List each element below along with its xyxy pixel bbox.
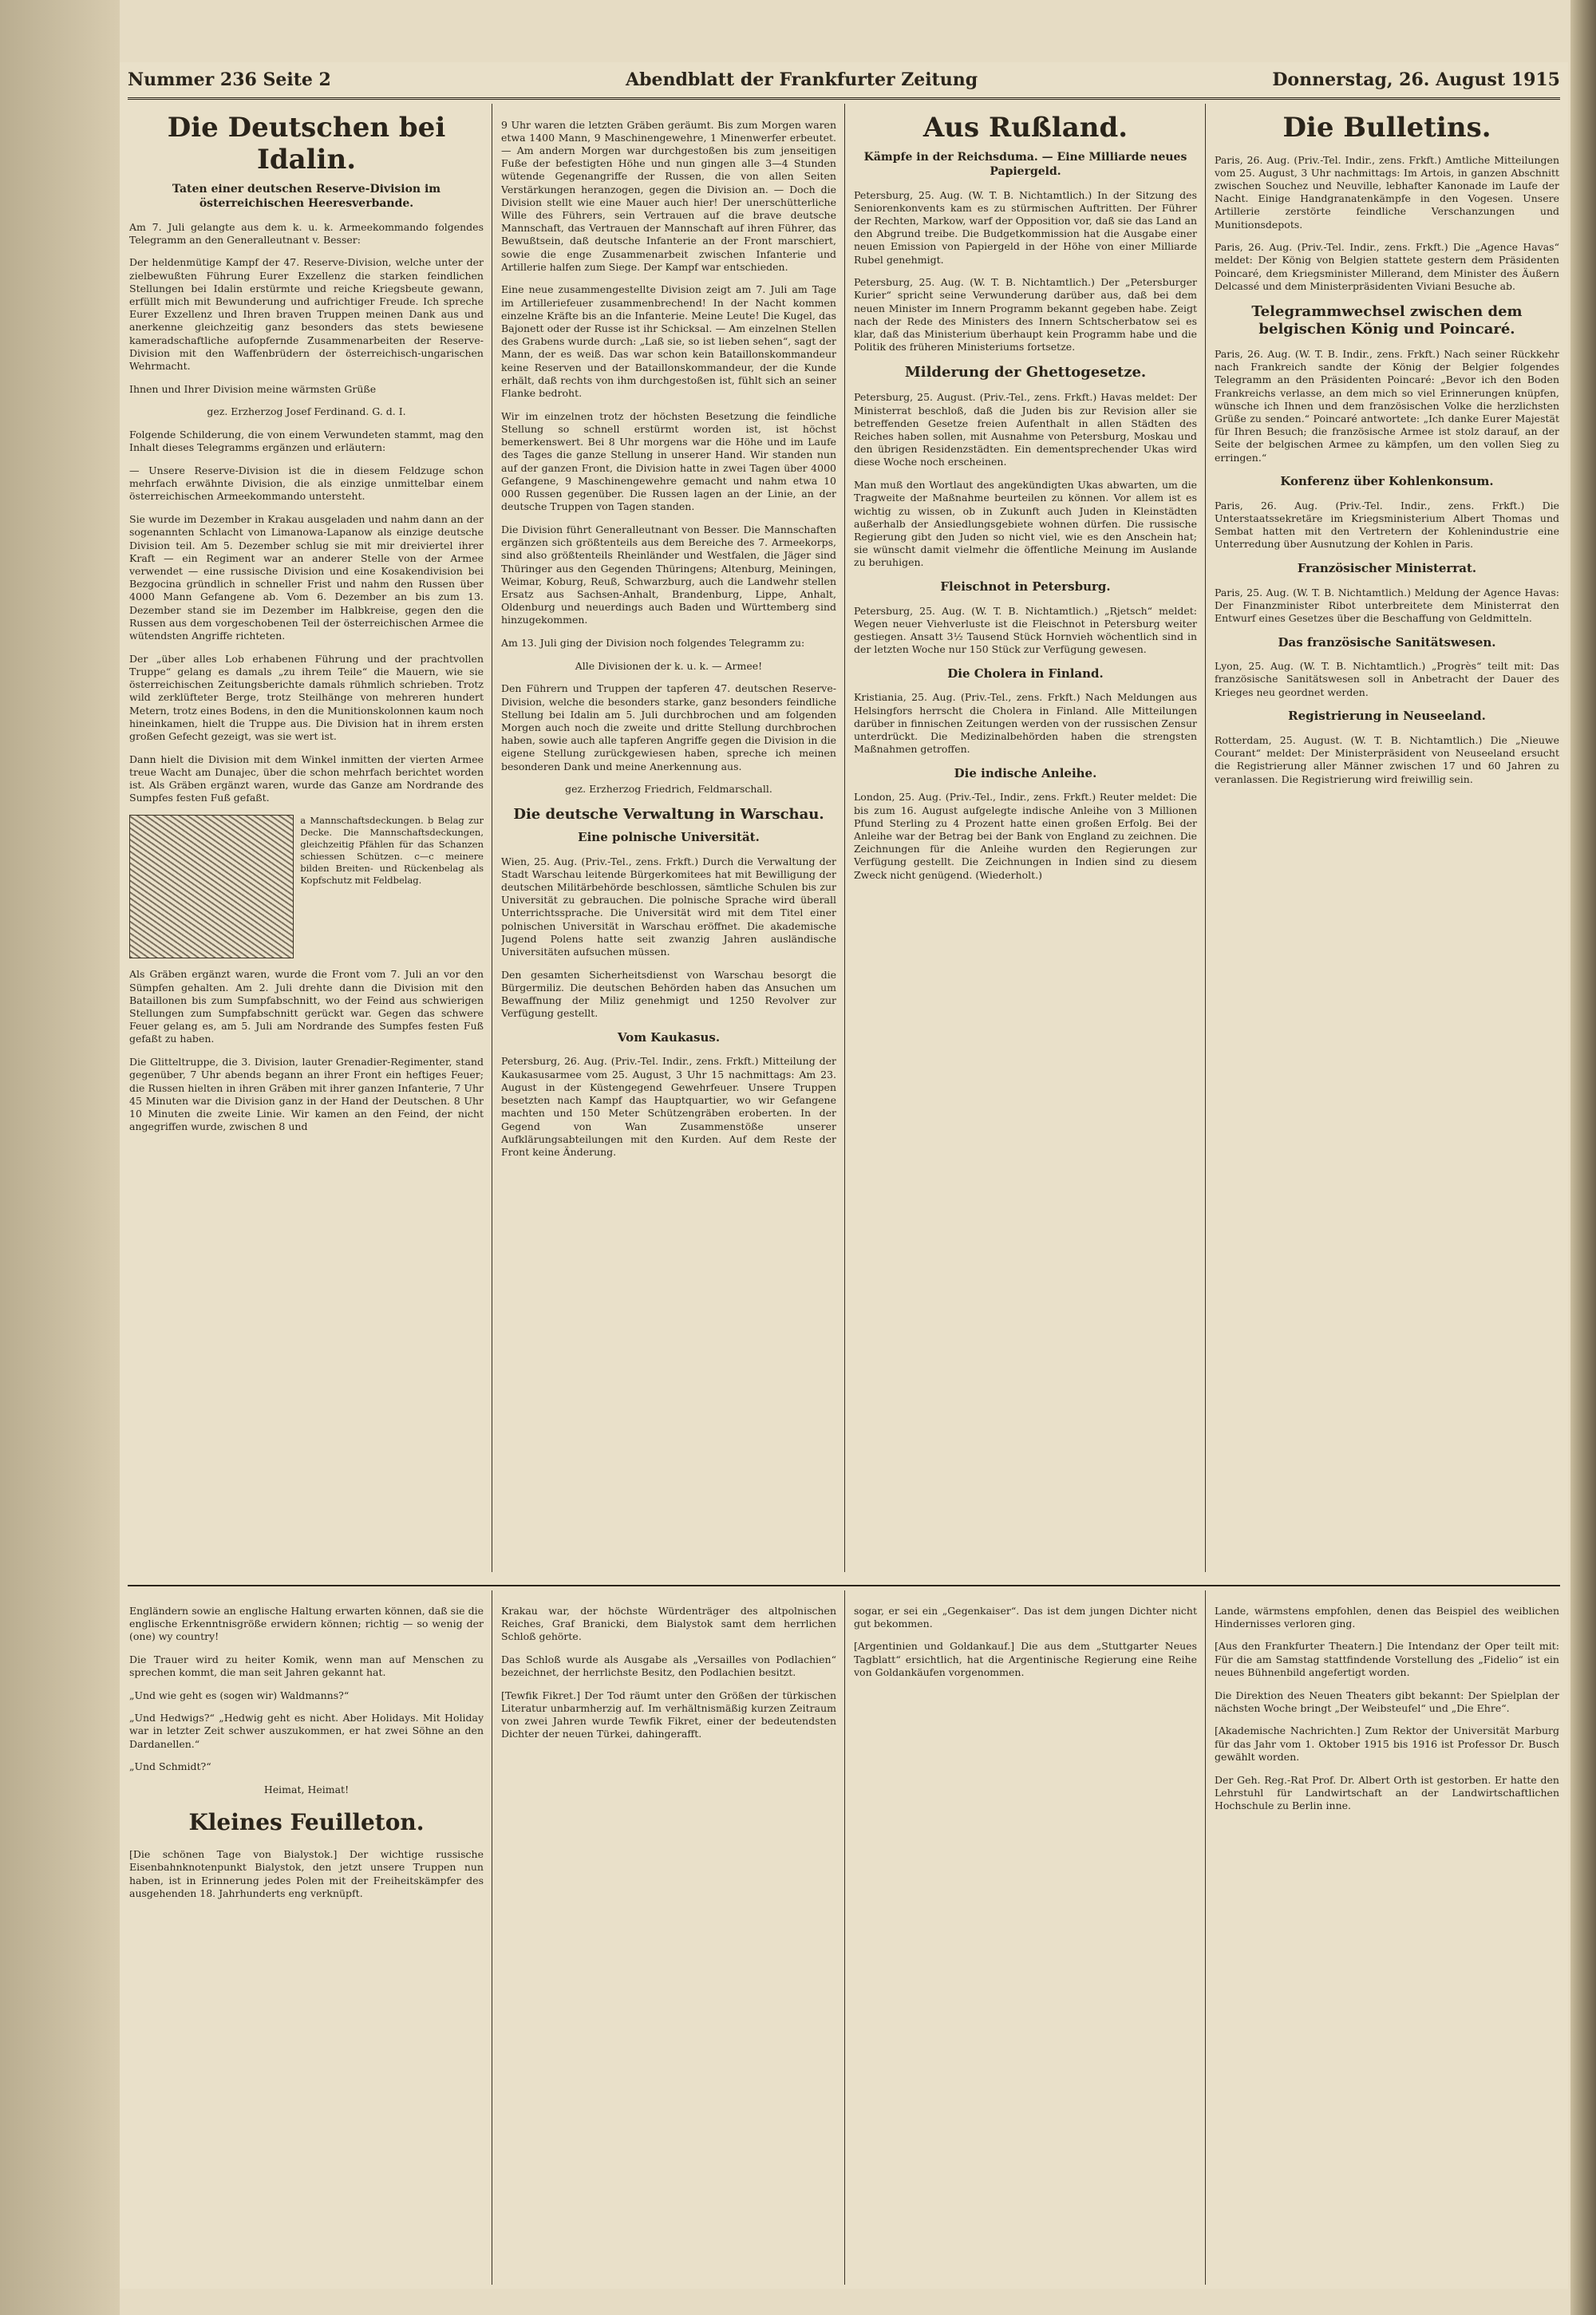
paragraph: London, 25. Aug. (Priv.-Tel., Indir., zens. Frkft.) Reuter meldet: Die bis zum 16. August aufgelegte indische Anleihe von 3 Millionen Pfund Sterling zu 4 Prozent hatte einen großen Erfolg. Bei der Anleihe war der Betrag bei der Bank von England zu zeichnen. Die Zeichnungen für die Anleihe wurden den Regierungen zur Verfügung gestellt. Die Zeichnungen in Indien sind zu diesem Zweck nicht genügend. (Wiederholt.): [854, 791, 1197, 881]
subhead-ghetto: Milderung der Ghettogesetze.: [904, 363, 1147, 381]
subhead-anleihe: Die indische Anleihe.: [954, 765, 1097, 780]
paragraph: Am 13. Juli ging der Division noch folgendes Telegramm zu:: [501, 637, 805, 650]
paragraph: — Unsere Reserve-Division ist die in diesem Feldzuge schon mehrfach erwähnte Division, die als einzige unmittelbar einem österreichischen Armeekommando untersteht.: [129, 464, 484, 503]
paragraph: Der heldenmütige Kampf der 47. Reserve-Division, welche unter der zielbewußten Führung Eurer Exzellenz die starken feindlichen Stellungen bei Idalin erstürmte und reiche Kriegsbeute gewann, erfüllt mich mit Bewunderung und aufrichtiger Freude. Ich spreche Eurer Exzellenz und Ihren braven Truppen meinen Dank aus und anerkenne gleichzeitig ganz besonders das stets bewiesene kameradschaftliche aufopfernde Zusammenarbeiten der Reserve-Division mit den Waffenbrüdern der österreichisch-ungarischen Wehrmacht.: [129, 256, 484, 373]
paragraph: Alle Divisionen der k. u. k. — Armee!: [575, 659, 763, 672]
paragraph: [Die schönen Tage von Bialystok.] Der wichtige russische Eisenbahnknotenpunkt Bialystok, den jetzt unsere Truppen nun haben, ist in Erinnerung jedes Polen mit der Freiheitskämpfer des ausgehenden 18. Jahrhunderts eng verknüpft.: [129, 1848, 484, 1899]
feuilleton-column-1: [129, 1594, 484, 2281]
subhead-universitaet: Eine polnische Universität.: [578, 830, 760, 845]
paragraph: [Akademische Nachrichten.] Zum Rektor der Universität Marburg für das Jahr vom 1. Oktober 1915 bis 1916 ist Professor Dr. Busch gewählt worden.: [1215, 1724, 1559, 1763]
subhead-cholera: Die Cholera in Finland.: [947, 666, 1104, 681]
binding-right-edge: [1570, 0, 1596, 2315]
subhead-kohlen: Konferenz über Kohlenkonsum.: [1280, 474, 1494, 489]
paragraph: [Argentinien und Goldankauf.] Die aus dem „Stuttgarter Neues Tagblatt“ ersichtlich, hat die Argentinische Regierung eine Reihe von Goldankäufen vorgenommen.: [854, 1640, 1197, 1678]
column-4: [1215, 109, 1559, 1577]
paragraph: Sie wurde im Dezember in Krakau ausgeladen und nahm dann an der sogenannten Schlacht von Limanowa-Lapanow als einzige deutsche Division teil. Am 5. Dezember schlug sie mit mir dreiviertel ihrer Kraft — ein Regiment war an anderer Stelle von der Armee verwendet — eine russische Division und eine Kosakendivision bei Bezgocina gründlich in schneller Frist und nahm den Russen über 4000 Mann Gefangene ab. Vom 6. Dezember an bis zum 13. Dezember stand sie im Dezember im Halbkreise, gegen den die Russen aus dem vorgeschobenen Teil der österreichischen Armee die wütendsten Angriffe richteten.: [129, 513, 484, 642]
subhead-neuseeland: Registrierung in Neuseeland.: [1288, 709, 1486, 724]
headline-bulletins: Die Bulletins.: [1282, 112, 1491, 144]
paragraph: Folgende Schilderung, die von einem Verwundeten stammt, mag den Inhalt dieses Telegramms ergänzen und erläutern:: [129, 429, 484, 454]
deck-russland: Kämpfe in der Reichsduma. — Eine Milliarde neues Papiergeld.: [863, 151, 1187, 178]
paragraph: Die Division führt Generalleutnant von Besser. Die Mannschaften ergänzen sich größtenteils aus dem Bereiche des 7. Armeekorps, sind also größtenteils Rheinländer und Westfalen, die Jäger sind Thüringer aus den Gegenden Thüringens; Altenburg, Meiningen, Weimar, Koburg, Reuß, Schwarzburg, auch die Landwehr stellen Ersatz aus Sachsen-Anhalt, Brandenburg, Lippe, Anhalt, Oldenburg und neuerdings auch Baden und Württemberg sind hinzugekommen.: [501, 523, 836, 626]
paragraph: Paris, 26. Aug. (Priv.-Tel. Indir., zens. Frkft.) Amtliche Mitteilungen vom 25. August, 3 Uhr nachmittags: Im Artois, in ganzen Abschnitt zwischen Souchez und Neuville, lebhafter Kanonade im Laufe der Nacht. Einige Handgranatenkämpfe in den Vogesen. Unsere Artillerie zerstörte feindliche Verschanzungen und Munitionsdepots.: [1215, 153, 1559, 231]
paragraph: Petersburg, 26. Aug. (Priv.-Tel. Indir., zens. Frkft.) Mitteilung der Kaukasusarmee vom 25. August, 3 Uhr 15 nachmittags: Am 23. August in der Küstengegend Gewehrfeuer. Unsere Truppen besetzten nach Kampf das Hauptquartier, wo wir Gefangene machten und 150 Meter Schützengräben eroberten. In der Gegend von Wan Zusammenstöße unserer Aufklärungsabteilungen mit den Kurden. Auf dem Reste der Front keine Änderung.: [501, 1055, 836, 1158]
paragraph: Die Glitteltruppe, die 3. Division, lauter Grenadier-Regimenter, stand gegenüber, 7 Uhr abends begann an ihrer Front ein heftiges Feuer; die Russen hielten in ihren Gräben mit ihrer ganzen Infanterie, 7 Uhr 45 Minuten war die Division ganz in der Hand der Deutschen. 8 Uhr 10 Minuten die zweite Linie. Wir kamen an den Feind, der nicht angegriffen wurde, zwischen 8 und: [129, 1056, 484, 1133]
feuilleton-column-3: [854, 1594, 1197, 2281]
headline-idalin: Die Deutschen bei Idalin.: [167, 112, 446, 176]
paragraph: Paris, 25. Aug. (W. T. B. Nichtamtlich.) Meldung der Agence Havas: Der Finanzminister Ribot unterbreitete dem Ministerrat den Entwurf eines Gesetzes über die Beschaffung von Geldmitteln.: [1215, 586, 1559, 625]
paragraph: „Und Hedwigs?“ „Hedwig geht es nicht. Aber Holidays. Mit Holiday war in letzter Zeit schwer auszukommen, er hat zwei Söhne an den Dardanellen.“: [129, 1712, 484, 1750]
column-3: [854, 109, 1197, 1577]
column-2: [501, 109, 836, 1577]
column-1: [129, 109, 484, 1577]
signature: gez. Erzherzog Friedrich, Feldmarschall.: [565, 783, 772, 796]
paragraph: „Und Schmidt?“: [129, 1760, 211, 1773]
signature: gez. Erzherzog Josef Ferdinand. G. d. I.: [207, 405, 406, 418]
trench-illustration: [129, 815, 294, 958]
paragraph: Man muß den Wortlaut des angekündigten Ukas abwarten, um die Tragweite der Maßnahme beurteilen zu können. Vor allem ist es wichtig zu wissen, ob in Zukunft auch Juden in Kleinstädten außerhalb der Ansiedlungsgebiete wohnen dürfen. Die russische Regierung gibt den Juden so nicht viel, wie es den Anschein hat; sie wünscht damit vielmehr die öffentliche Meinung im Auslande zu beruhigen.: [854, 479, 1197, 569]
paragraph: Petersburg, 25. August. (Priv.-Tel., zens. Frkft.) Havas meldet: Der Ministerrat beschloß, daß die Juden bis zur Revision aller sie betreffenden Gesetze freien Aufenthalt in allen Städten des Reiches haben sollen, mit Ausnahme von Petersburg, Moskau und den übrigen Residenzstädten. Ein dementsprechender Ukas wird diese Woche noch erscheinen.: [854, 391, 1197, 468]
paragraph: Wien, 25. Aug. (Priv.-Tel., zens. Frkft.) Durch die Verwaltung der Stadt Warschau leitende Bürgerkomitees hat mit Bewilligung der deutschen Militärbehörde beschlossen, sämtliche Schulen bis zur Universität zu gebrauchen. Die polnische Sprache wird überall Unterrichtssprache. Die Universität wird mit dem Titel einer polnischen Universität in Warschau eröffnet. Die akademische Jugend Polens hatte seit zwanzig Jahren ausländische Universitäten aufsuchen müssen.: [501, 855, 836, 958]
trench-figure: [129, 815, 484, 958]
paragraph: Paris, 26. Aug. (Priv.-Tel. Indir., zens. Frkft.) Die „Agence Havas“ meldet: Der König von Belgien stattete gestern dem Präsidenten Poincaré, dem Kriegsminister Millerand, dem Minister des Äußern Delcassé und dem Ministerpräsidenten Viviani Besuche ab.: [1215, 241, 1559, 292]
paragraph: Eine neue zusammengestellte Division zeigt am 7. Juli am Tage im Artilleriefeuer zusammenbrechend! In der Nacht kommen einzelne Kräfte bis an die Infanterie. Meine Leute! Die Kugel, das Bajonett oder der Russe ist ihr Schicksal. — Am einzelnen Stellen des Grabens wurde durch: „Laß sie, so ist lieben sehen“, sagt der Mann, der es weiß. Das war schon kein Bataillonskommandeur keine Reserven und der Bataillonskommandeur, der die Kunde erhält, daß rechts von ihm durchgestoßen ist, fühlt sich an seiner Flanke bedroht.: [501, 283, 836, 400]
paragraph: Der „über alles Lob erhabenen Führung und der prachtvollen Truppe“ gelang es damals „zu ihrem Teile“ die Mauern, wie sie österreichischen Zeitungsberichte damals rühmlich schrieben. Trotz wild zerklüfteter Berge, trotz Steilhänge von mehreren hundert Metern, trotz eines Bodens, in den die Munitionskolonnen kaum noch hineinkamen, hielt die Truppe aus. Die Division hat in ihrem ersten großen Gefecht gezeigt, was sie wert ist.: [129, 652, 484, 742]
masthead: [128, 62, 1560, 100]
subhead-kaukasus: Vom Kaukasus.: [617, 1029, 721, 1045]
headline-russland: Aus Rußland.: [922, 112, 1128, 144]
paragraph: Der Geh. Reg.-Rat Prof. Dr. Albert Orth ist gestorben. Er hatte den Lehrstuhl für Landwirtschaft an der Landwirtschaftlichen Hochschule zu Berlin inne.: [1215, 1773, 1559, 1811]
issue-date: Donnerstag, 26. August 1915: [1272, 69, 1560, 90]
paragraph: Krakau war, der höchste Würdenträger des altpolnischen Reiches, Graf Branicki, dem Bialystok samt dem herrlichen Schloß gehörte.: [501, 1604, 836, 1642]
paragraph: Paris, 26. Aug. (W. T. B. Indir., zens. Frkft.) Nach seiner Rückkehr nach Frankreich sandte der König der Belgier folgendes Telegramm an den Präsidenten Poincaré: „Bevor ich den Boden Frankreichs verlasse, an dem mich so viel Erinnerungen knüpfen, wünsche ich Ihnen und dem französischen Volke die herzlichsten Grüße zu senden.“ Poincaré antwortete: „Ich danke Eurer Majestät für Ihren Besuch; die französische Armee ist stolz darauf, an der Seite der belgischen Armee zu kämpfen, um den vollen Sieg zu erringen.“: [1215, 348, 1559, 464]
paragraph: Am 7. Juli gelangte aus dem k. u. k. Armeekommando folgendes Telegramm an den Generalleutnant v. Besser:: [129, 220, 484, 246]
paragraph: Lande, wärmstens empfohlen, denen das Beispiel des weiblichen Hindernisses verloren ging.: [1215, 1604, 1559, 1630]
column-rule: [844, 104, 845, 1572]
paragraph: Das Schloß wurde als Ausgabe als „Versailles von Podlachien“ bezeichnet, der herrlichste Besitz, den Podlachien besitzt.: [501, 1653, 836, 1678]
paragraph: sogar, er sei ein „Gegenkaiser“. Das ist dem jungen Dichter nicht gut bekommen.: [854, 1604, 1197, 1630]
feuilleton-column-2: [501, 1594, 836, 2281]
paragraph: Ihnen und Ihrer Division meine wärmsten Grüße: [129, 382, 377, 395]
paragraph: Heimat, Heimat!: [263, 1784, 350, 1796]
paragraph: „Und wie geht es (sogen wir) Waldmanns?“: [129, 1689, 350, 1701]
paragraph: Den Führern und Truppen der tapferen 47. deutschen Reserve-Division, welche die besonders starke, ganz besonders feindliche Stellung bei Idalin am 5. Juli durchbrochen und am folgenden Morgen auch noch die zweite und dritte Stellung durchbrochen haben, sowie auch alle tapferen Angriffe gegen die Division in die eigene Stellung zurückgewiesen haben, spreche ich meinen besonderen Dank und meine Anerkennung aus.: [501, 682, 836, 772]
paragraph: Den gesamten Sicherheitsdienst von Warschau besorgt die Bürgermiliz. Die deutschen Behörden haben das Ansuchen um Bewaffnung der Miliz genehmigt und 1250 Revolver zur Verfügung gestellt.: [501, 968, 836, 1020]
newspaper-page: [120, 62, 1568, 2289]
column-rule: [1205, 1590, 1206, 2285]
paragraph: Petersburg, 25. Aug. (W. T. B. Nichtamtlich.) Der „Petersburger Kurier“ spricht seine Verwunderung darüber aus, daß bei dem neuen Minister im Innern Programm bekannt gegeben habe. Zeigt nach der Rede des Ministers des Innern Schtscherbatow sei es klar, daß das Ministerium überhaupt kein Programm habe und die Politik des früheren Ministeriums fortsetze.: [854, 276, 1197, 354]
binding-left-margin: [0, 0, 120, 2315]
feuilleton-column-4: [1215, 1594, 1559, 2281]
column-rule: [844, 1590, 845, 2285]
subhead-sanitaet: Das französische Sanitätswesen.: [1278, 634, 1496, 650]
figure-caption: a Mannschaftsdeckungen. b Belag zur Decke. Die Mannschaftsdeckungen, gleichzeitig Pfählen für das Schanzen schiessen Schützen. c—c meinere bilden Breiten- und Rückenbelag als Kopfschutz mit Feldbelag.: [300, 814, 484, 886]
paragraph: Die Trauer wird zu heiter Komik, wenn man auf Menschen zu sprechen kommt, die man seit Jahren gekannt hat.: [129, 1653, 484, 1678]
feuilleton-divider: [128, 1585, 1560, 1586]
paragraph: Dann hielt die Division mit dem Winkel inmitten der vierten Armee treue Wacht am Dunajec, über die schon mehrfach berichtet worden ist. Als Gräben ergänzt waren, wurde das Ganze am Nordrande des Sumpfes festen Fuß gefaßt.: [129, 753, 484, 804]
deck-idalin: Taten einer deutschen Reserve-Division im österreichischen Heeresverbande.: [172, 183, 441, 210]
column-rule: [1205, 104, 1206, 1572]
issue-number: Nummer 236 Seite 2: [128, 69, 331, 90]
paragraph: Als Gräben ergänzt waren, wurde die Front vom 7. Juli an vor den Sümpfen gehalten. Am 2. Juli drehte dann die Division mit den Bataillonen bis zum Sumpfabschnitt, wo der Feind aus schwierigen Stellungen zum Sumpfabschnitt gerückt war. Gegen das schwere Feuer gelang es, am 5. Juli am Nordrande des Sumpfes festen Fuß gefaßt zu haben.: [129, 968, 484, 1045]
paragraph: Wir im einzelnen trotz der höchsten Besetzung die feindliche Stellung so schnell erstürmt worden ist, ist höchst bemerkenswert. Bei 8 Uhr morgens war die Höhe und im Laufe des Tages die ganze Stellung in unserer Hand. Wir standen nun auf der ganzen Front, die Division hatte in zwei Tagen über 4000 Gefangene, 9 Maschinengewehre gemacht und nahm etwa 10 000 Russen gegenüber. Die Russen lagen an der Linie, an der deutsche Truppen von Tagen standen.: [501, 409, 836, 513]
paragraph: Kristiania, 25. Aug. (Priv.-Tel., zens. Frkft.) Nach Meldungen aus Helsingfors herrscht die Cholera in Finland. Alle Mitteilungen darüber in finnischen Zeitungen werden von der russischen Zensur unterdrückt. Die Medizinalbehörden haben die strengsten Maßnahmen getroffen.: [854, 691, 1197, 756]
newspaper-title: Abendblatt der Frankfurter Zeitung: [626, 69, 978, 90]
headline-telegrammwechsel: Telegrammwechsel zwischen dem belgischen König und Poincaré.: [1251, 302, 1523, 338]
paragraph: Engländern sowie an englische Haltung erwarten können, daß sie die englische Erkenntnisgröße erwidern können; richtig — so wenig der (one) wy country!: [129, 1604, 484, 1642]
paragraph: Rotterdam, 25. August. (W. T. B. Nichtamtlich.) Die „Nieuwe Courant“ meldet: Der Ministerpräsident von Neuseeland ersucht die Registrierung aller Männer zwischen 17 und 60 Jahren zu veranlassen. Die Registrierung wird freiwillig sein.: [1215, 733, 1559, 785]
paragraph: [Tewfik Fikret.] Der Tod räumt unter den Größen der türkischen Literatur unbarmherzig auf. Im verhältnismäßig kurzen Zeitraum von zwei Jahren wurde Tewfik Fikret, einer der bedeutendsten Dichter der neuen Türkei, dahingerafft.: [501, 1689, 836, 1740]
paragraph: Lyon, 25. Aug. (W. T. B. Nichtamtlich.) „Progrès“ teilt mit: Das französische Sanitätswesen soll in Anbetracht der Dauer des Krieges neu geordnet werden.: [1215, 660, 1559, 698]
paragraph: Petersburg, 25. Aug. (W. T. B. Nichtamtlich.) „Rjetsch“ meldet: Wegen neuer Viehverluste ist die Fleischnot in Petersburg weiter gestiegen. Ansatt 3½ Tausend Stück Hornvieh wöchentlich sind in der letzten Woche nur 150 Stück zur Verfügung gewesen.: [854, 604, 1197, 656]
paragraph: 9 Uhr waren die letzten Gräben geräumt. Bis zum Morgen waren etwa 1400 Mann, 9 Maschinengewehre, 1 Minenwerfer erbeutet. — Am andern Morgen war durchgestoßen bis zum jenseitigen Fuße der befestigten Höhe und nun gingen alle 3—4 Stunden wütende Gegenangriffe der Russen, die von allen Seiten Verstärkungen heranzogen, gegen die Division an. — Doch die Division stellt wie eine Mauer auch hier! Der unerschütterliche Wille des Führers, sein Vertrauen auf die brave deutsche Mannschaft, das Vertrauen der Mannschaft auf ihren Führer, das Bewußtsein, daß deutsche Infanterie an der Front marschiert, sowie die enge Zusammenarbeit zwischen Infanterie und Artillerie halfen zum Siege. Der Kampf war entschieden.: [501, 118, 836, 273]
headline-feuilleton: Kleines Feuilleton.: [188, 1808, 425, 1835]
paragraph: [Aus den Frankfurter Theatern.] Die Intendanz der Oper teilt mit: Für die am Samstag stattfindende Vorstellung des „Fidelio“ ist ein neues Bühnenbild angefertigt worden.: [1215, 1640, 1559, 1678]
paragraph: Die Direktion des Neuen Theaters gibt bekannt: Der Spielplan der nächsten Woche bringt „Der Weibsteufel“ und „Die Ehre“.: [1215, 1689, 1559, 1714]
paragraph: Paris, 26. Aug. (Priv.-Tel. Indir., zens. Frkft.) Die Unterstaatssekretäre im Kriegsministerium Albert Thomas und Sembat hatten mit den Vertretern der Kohlenindustrie eine Unterredung über Ausnutzung der Kohlen in Paris.: [1215, 499, 1559, 551]
subhead-fleischnot: Fleischnot in Petersburg.: [940, 579, 1111, 595]
paragraph: Petersburg, 25. Aug. (W. T. B. Nichtamtlich.) In der Sitzung des Seniorenkonvents kam es zu stürmischen Auftritten. Der Führer der Rechten, Markow, warf der Opposition vor, daß sie das Land an den Abgrund treibe. Die Budgetkommission hat die Ausgabe einer neuen Emission von Papiergeld in der Höhe von einer Milliarde Rubel genehmigt.: [854, 188, 1197, 266]
headline-warschau: Die deutsche Verwaltung in Warschau.: [513, 806, 824, 824]
subhead-ministerrat: Französischer Ministerrat.: [1297, 561, 1477, 576]
